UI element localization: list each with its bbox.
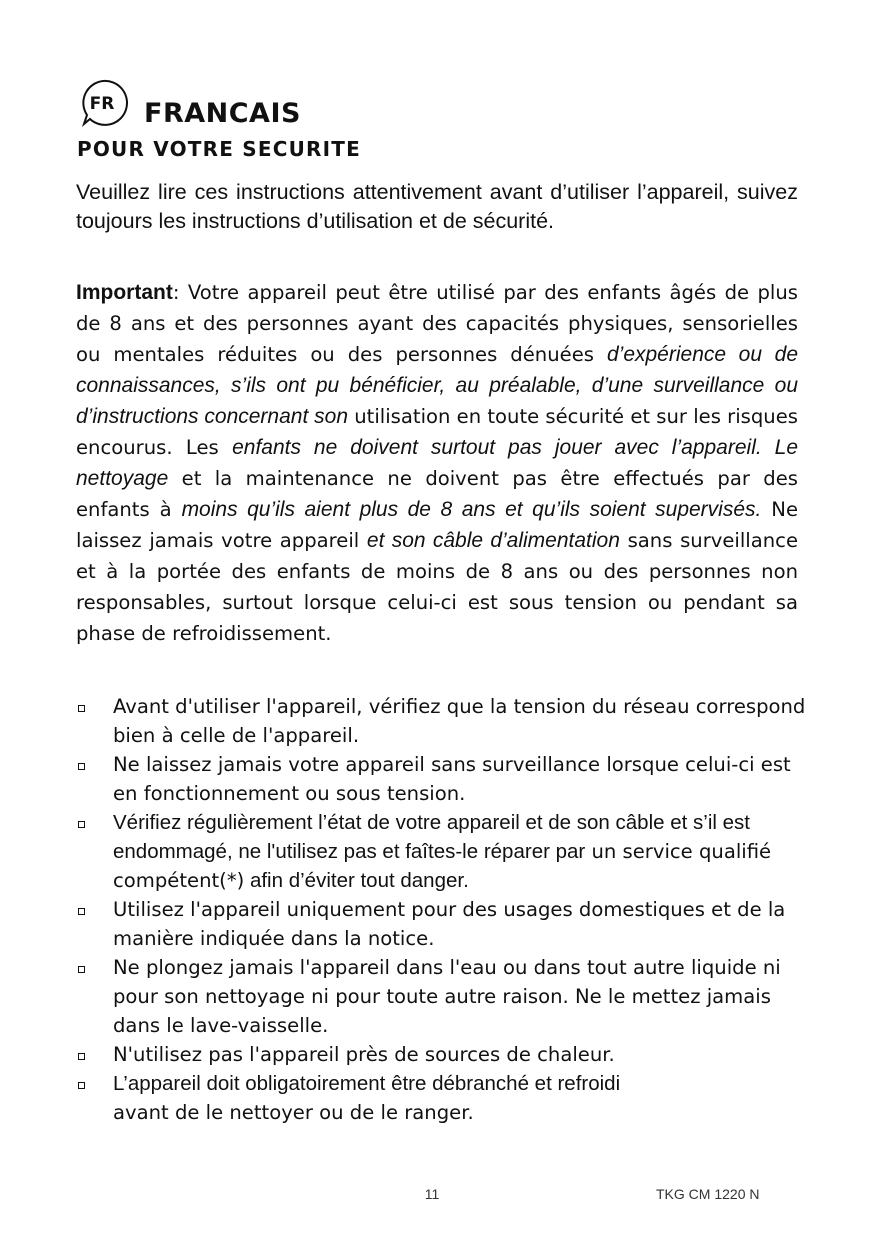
language-title: FRANCAIS [144,98,301,129]
list-item [76,692,816,750]
important-text-8: et son câble d’alimentation [366,529,620,552]
list-item [76,895,816,953]
important-text-9: sans surveillance et à la portée des enfants de moins de 8 ans ou des personnes non responsables, surtout lorsque celui-ci est sous tension ou pendant sa phase de refroidissement. [76,529,798,645]
list-item [76,750,816,808]
checkbox-bullet-icon [78,1053,85,1060]
intro-paragraph: Veuillez lire ces instructions attentivement avant d’utiliser l’appareil, suivez toujours les instructions d’utilisation et de sécurité. [76,180,798,233]
checkbox-bullet-icon [78,763,85,770]
speech-bubble-icon [78,78,128,128]
list-item-text: un service qualifié compétent(*) [113,840,772,892]
list-item-text: L’appareil doit obligatoirement être débranché et refroidi [113,1072,621,1095]
section-title: POUR VOTRE SECURITE [77,137,361,161]
important-label: Important [76,281,173,304]
list-item-text: Ne plongez jamais l'appareil dans l'eau ou dans tout autre liquide ni pour son nettoyage ni pour toute autre raison. Ne le mettez jamais dans le lave-vaisselle. [113,956,781,1037]
list-item [76,1069,816,1127]
important-text-2: d’expérience ou de connaissances, s’ils ont pu bénéficier, au préalable, d’une surveillance ou d’instructions concernant son [76,343,798,428]
checkbox-bullet-icon [78,908,85,915]
list-item-text: Utilisez l'appareil uniquement pour des usages domestiques et de la manière indiquée dans la notice. [113,898,786,950]
list-item-text: Avant d'utiliser l'appareil, vérifiez que la tension du réseau correspond bien à celle de l'appareil. [113,695,806,747]
list-item [76,808,816,895]
list-item-text: afin d’éviter tout danger. [244,869,469,892]
list-item-text: avant de le nettoyer ou de le ranger. [113,1101,474,1124]
important-text-3: utilisation en toute sécurité et sur les risques encourus. Les [76,405,798,459]
list-item-text: N'utilisez pas l'appareil près de sources de chaleur. [113,1043,615,1066]
checkbox-bullet-icon [78,966,85,973]
important-text-6: moins qu’ils aient plus de 8 ans et qu’ils soient supervisés. [181,498,762,521]
page-number: 11 [424,1186,440,1202]
list-item [76,1040,816,1069]
important-paragraph [76,277,798,649]
important-text-7: Ne laissez jamais votre appareil [76,498,798,552]
language-code: FR [89,94,115,114]
checkbox-bullet-icon [78,705,85,712]
important-text-1: : Votre appareil peut être utilisé par des enfants âgés de plus de 8 ans et des personnes ayant des capacités physiques, sensorielles ou mentales réduites ou des personnes dénuées [76,281,798,366]
checkbox-bullet-icon [78,1082,85,1089]
list-item-text: Ne laissez jamais votre appareil sans surveillance lorsque celui-ci est en fonctionnement ou sous tension. [113,753,791,805]
list-item [76,953,816,1040]
important-text-4: enfants ne doivent surtout pas jouer avec l’appareil. Le nettoyage [76,436,798,490]
safety-list [76,692,816,1127]
list-item-text: Vérifiez régulièrement l’état de votre appareil et de son câble et s’il est endommagé, ne l'utilisez pas et faîtes-le réparer par [113,811,750,863]
model-number: TKG CM 1220 N [656,1186,760,1202]
language-badge [78,78,128,128]
checkbox-bullet-icon [78,821,85,828]
important-text-5: et la maintenance ne doivent pas être effectués par des enfants à [76,467,798,521]
